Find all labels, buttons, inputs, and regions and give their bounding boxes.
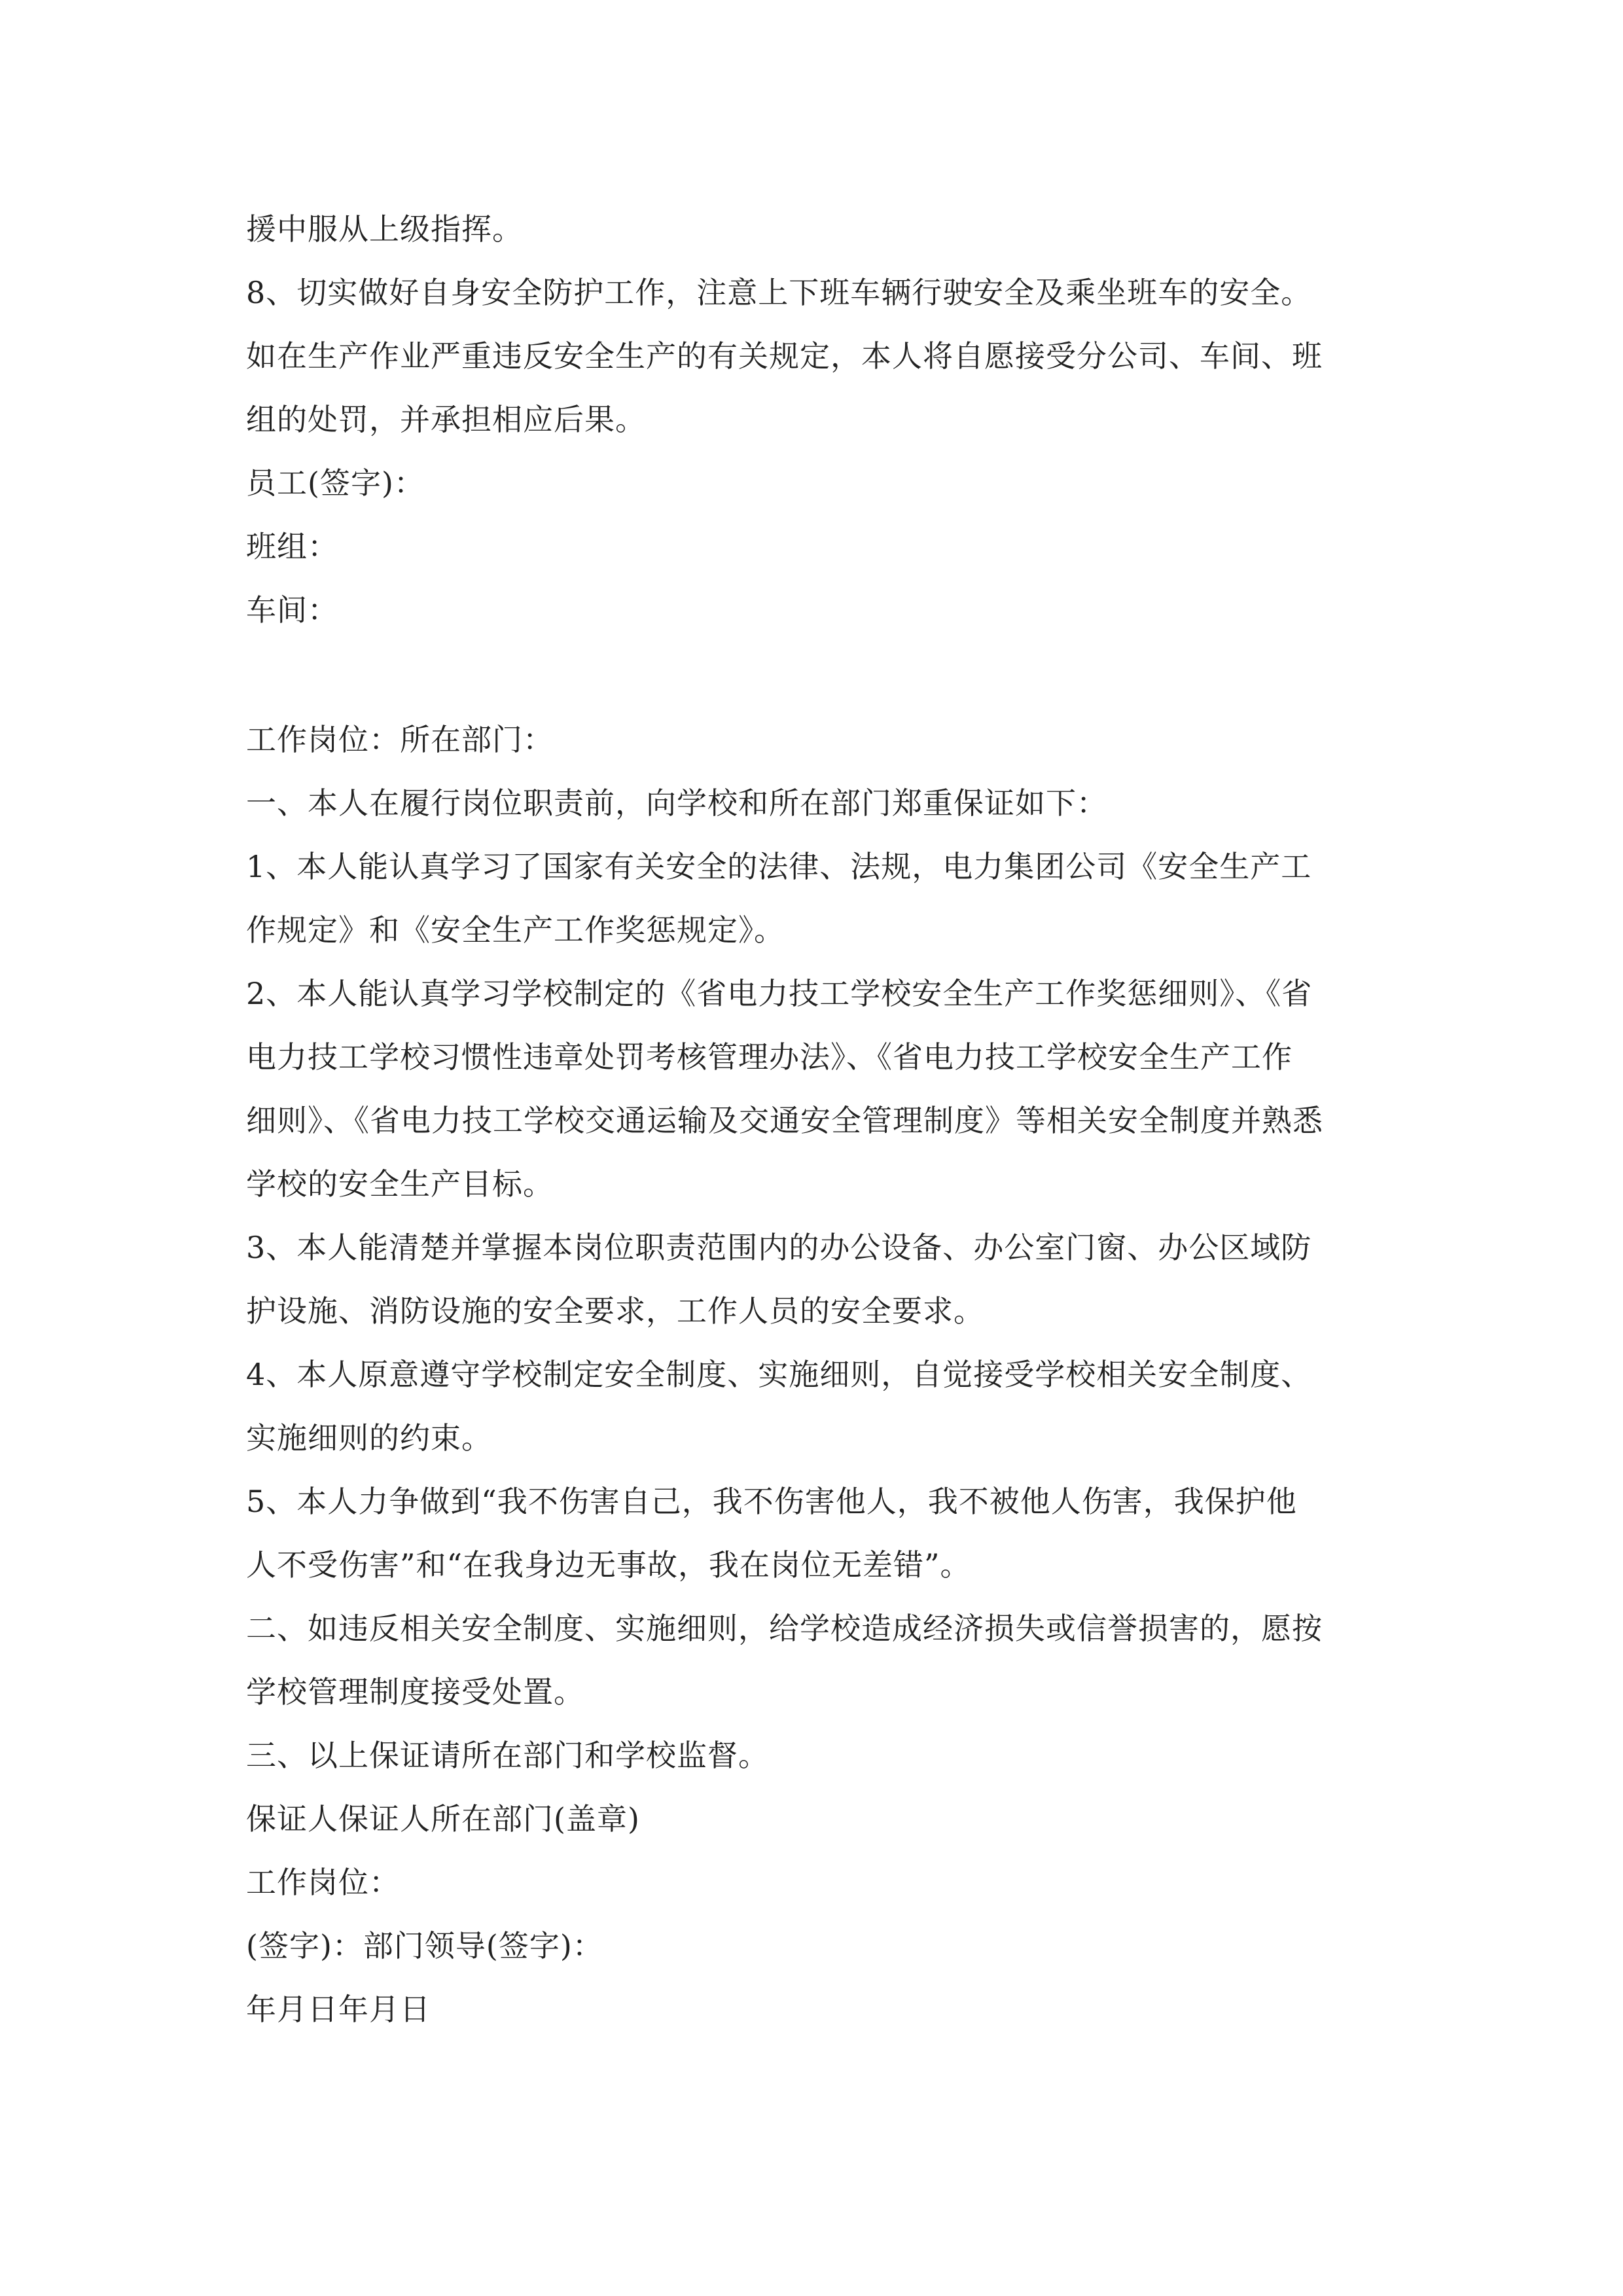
work-position-line: 工作岗位： [246,1865,400,1900]
text-line: 2、本人能认真学习学校制定的《省电力技工学校安全生产工作奖惩细则》、《省 [246,976,1313,1011]
text-line: 人不受伤害”和“在我身边无事故，我在岗位无差错”。 [246,1547,971,1583]
text-line: 3、本人能清楚并掌握本岗位职责范围内的办公设备、办公室门窗、办公区域防 [246,1230,1312,1265]
text-line: 二、如违反相关安全制度、实施细则，给学校造成经济损失或信誉损害的，愿按 [246,1611,1323,1646]
text-line: 学校的安全生产目标。 [246,1166,554,1202]
text-line: 电力技工学校习惯性违章处罚考核管理办法》、《省电力技工学校安全生产工作 [246,1039,1293,1075]
text-line: 三、以上保证请所在部门和学校监督。 [246,1738,769,1773]
text-line: 8、切实做好自身安全防护工作，注意上下班车辆行驶安全及乘坐班车的安全。 [246,275,1312,310]
text-line: 如在生产作业严重违反安全生产的有关规定，本人将自愿接受分公司、车间、班 [246,338,1323,374]
safety-pledge-end-section [246,198,1385,642]
workshop-signature-line: 车间： [246,592,338,628]
date-line: 年月日年月日 [246,1992,431,2027]
guarantor-seal-line: 保证人保证人所在部门(盖章) [246,1801,640,1837]
text-line: 援中服从上级指挥。 [246,211,523,247]
text-line: 4、本人原意遵守学校制定安全制度、实施细则，自觉接受学校相关安全制度、 [246,1357,1312,1392]
text-line: 1、本人能认真学习了国家有关安全的法律、法规，电力集团公司《安全生产工 [246,849,1312,884]
text-line: 5、本人力争做到“我不伤害自己，我不伤害他人，我不被他人伤害，我保护他 [246,1484,1297,1519]
school-safety-guarantee-section [246,708,1385,2041]
employee-signature-line: 员工(签字)： [246,465,425,501]
text-line: 护设施、消防设施的安全要求，工作人员的安全要求。 [246,1293,984,1329]
text-line: 细则》、《省电力技工学校交通运输及交通安全管理制度》等相关安全制度并熟悉 [246,1103,1323,1138]
position-department-line: 工作岗位：所在部门： [246,722,554,757]
team-signature-line: 班组： [246,529,338,564]
text-line: 一、本人在履行岗位职责前，向学校和所在部门郑重保证如下： [246,785,1107,821]
text-line: 实施细则的约束。 [246,1420,492,1456]
signature-line: (签字)：部门领导(签字)： [246,1928,603,1964]
text-line: 组的处罚，并承担相应后果。 [246,402,646,437]
text-line: 作规定》和《安全生产工作奖惩规定》。 [246,912,785,948]
text-line: 学校管理制度接受处置。 [246,1674,584,1710]
